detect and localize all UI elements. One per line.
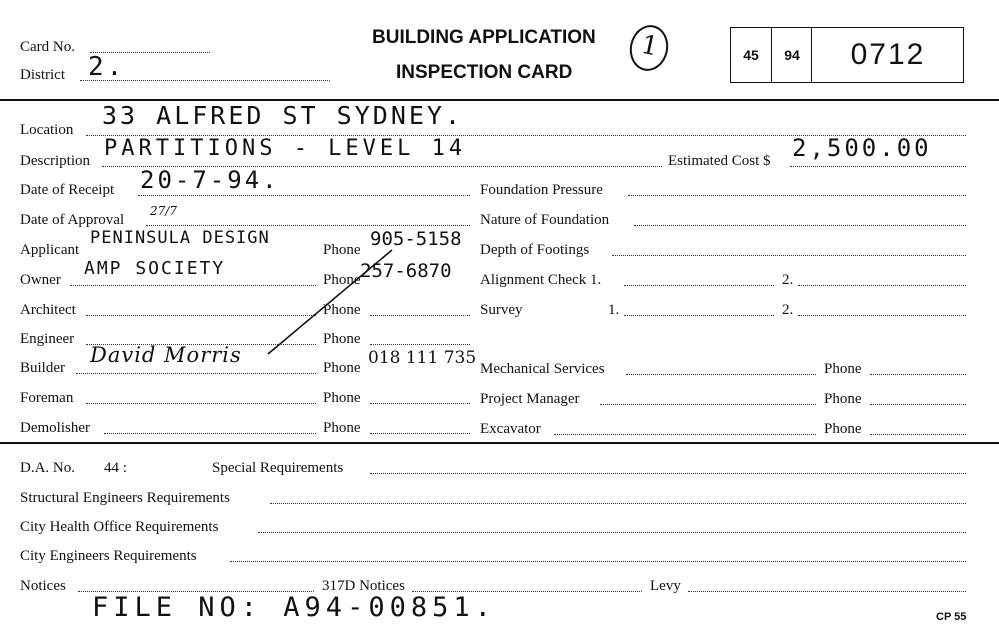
- mechanical-phone-label: Phone: [824, 361, 862, 377]
- foreman-label: Foreman: [20, 390, 74, 406]
- notices-label: Notices: [20, 578, 66, 594]
- circled-number-value: 1: [638, 29, 661, 63]
- project-manager-label: Project Manager: [480, 391, 580, 407]
- survey-1-label: 1.: [608, 302, 620, 318]
- architect-label: Architect: [20, 302, 76, 318]
- architect-phone-label: Phone: [323, 302, 361, 318]
- depth-footings-label: Depth of Footings: [480, 242, 590, 258]
- excavator-phone-label: Phone: [824, 421, 862, 437]
- city-engineers-line: [230, 561, 966, 562]
- owner-value: AMP SOCIETY: [84, 258, 226, 279]
- city-engineers-label: City Engineers Requirements: [20, 548, 197, 564]
- special-requirements-line: [370, 473, 966, 474]
- description-label: Description: [20, 153, 90, 169]
- applicant-value: PENINSULA DESIGN: [90, 228, 270, 248]
- special-requirements-label: Special Requirements: [212, 460, 344, 476]
- levy-label: Levy: [650, 578, 681, 594]
- box-cell-2: 94: [773, 28, 812, 82]
- location-value: 33 ALFRED ST SYDNEY.: [102, 101, 464, 130]
- demolisher-phone-label: Phone: [323, 420, 361, 436]
- foundation-pressure-label: Foundation Pressure: [480, 182, 603, 198]
- health-requirements-label: City Health Office Requirements: [20, 519, 219, 535]
- description-value: PARTITIONS - LEVEL 14: [104, 136, 467, 161]
- location-label: Location: [20, 122, 74, 138]
- owner-label: Owner: [20, 272, 61, 288]
- structural-requirements-line: [270, 503, 966, 504]
- health-requirements-line: [258, 532, 966, 533]
- excavator-label: Excavator: [480, 421, 541, 437]
- card-no-label: Card No.: [20, 39, 75, 55]
- builder-phone-label: Phone: [323, 360, 361, 376]
- estimated-cost-value: 2,500.00: [792, 134, 932, 162]
- owner-phone-value: 257-6870: [360, 260, 452, 282]
- demolisher-label: Demolisher: [20, 420, 90, 436]
- file-number: FILE NO: A94-00851.: [92, 592, 496, 623]
- survey-label: Survey: [480, 302, 523, 318]
- district-label: District: [20, 67, 65, 83]
- builder-label: Builder: [20, 360, 65, 376]
- date-approval-value: 27/7: [150, 204, 177, 218]
- title-line-2: INSPECTION CARD: [396, 62, 573, 83]
- date-receipt-value: 20-7-94.: [140, 166, 280, 194]
- levy-line: [688, 591, 966, 592]
- builder-value: David Morris: [90, 343, 242, 367]
- applicant-phone-label: Phone: [323, 242, 361, 258]
- da-no-label: D.A. No.: [20, 460, 75, 476]
- alignment-check-2-label: 2.: [782, 272, 794, 288]
- district-value: 2.: [88, 52, 126, 82]
- title-line-1: BUILDING APPLICATION: [372, 27, 596, 48]
- divider-bottom: [0, 442, 999, 444]
- engineer-phone-label: Phone: [323, 331, 361, 347]
- foreman-phone-label: Phone: [323, 390, 361, 406]
- form-code: CP 55: [936, 611, 967, 623]
- date-approval-label: Date of Approval: [20, 212, 125, 228]
- alignment-check-label: Alignment Check 1.: [480, 272, 602, 288]
- project-manager-phone-label: Phone: [824, 391, 862, 407]
- pen-stroke-line: [268, 250, 392, 354]
- box-cell-1: 45: [731, 28, 772, 82]
- nature-foundation-label: Nature of Foundation: [480, 212, 610, 228]
- applicant-phone-value: 905-5158: [370, 228, 462, 250]
- engineer-label: Engineer: [20, 331, 75, 347]
- date-receipt-label: Date of Receipt: [20, 182, 115, 198]
- survey-2-label: 2.: [782, 302, 794, 318]
- estimated-cost-label: Estimated Cost $: [668, 153, 771, 169]
- applicant-label: Applicant: [20, 242, 80, 258]
- structural-requirements-label: Structural Engineers Requirements: [20, 490, 230, 506]
- mechanical-services-label: Mechanical Services: [480, 361, 605, 377]
- notices-317d-label: 317D Notices: [322, 578, 405, 594]
- owner-phone-label: Phone: [323, 272, 361, 288]
- builder-phone-value: 018 111 735: [368, 348, 477, 368]
- box-card-number: 0712: [850, 38, 926, 71]
- da-no-value: 44 :: [104, 460, 127, 476]
